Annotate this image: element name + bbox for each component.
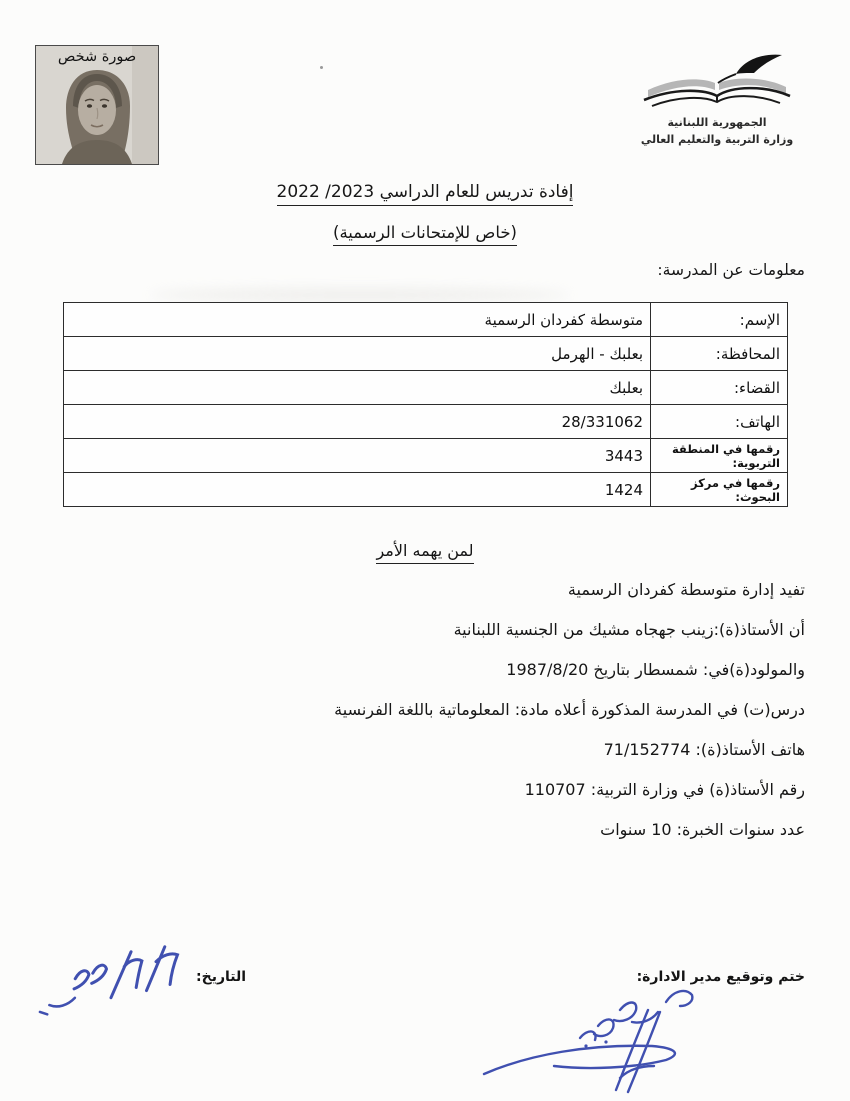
person-photo [35, 45, 159, 165]
table-row-name [64, 303, 788, 337]
ink-speck [320, 66, 323, 69]
row-value: بعلبك [64, 371, 651, 405]
letter-line: أن الأستاذ(ة):زينب جهجاه مشيك من الجنسية اللبنانية [453, 620, 805, 639]
director-signature-ink [470, 982, 710, 1101]
letter-line: هاتف الأستاذ(ة): 71/152774 [603, 740, 805, 759]
letter-body [45, 570, 805, 850]
row-label: الهاتف: [651, 405, 788, 439]
table-row-phone [64, 405, 788, 439]
table-row-district [64, 371, 788, 405]
letter-heading: لمن يهمه الأمر [0, 541, 850, 560]
date-label: التاريخ: [196, 969, 247, 985]
letter-line: درس(ت) في المدرسة المذكورة أعلاه مادة: المعلوماتية باللغة الفرنسية [334, 700, 805, 719]
row-value: 3443 [64, 439, 651, 473]
stamp-signature-label: ختم وتوقيع مدير الادارة: [636, 969, 805, 985]
table-row-research-number [64, 473, 788, 507]
republic-name: الجمهورية اللبنانية [667, 116, 767, 129]
ministry-logo-block [632, 52, 802, 148]
row-label: المحافظة: [651, 337, 788, 371]
ministry-name: وزارة التربية والتعليم العالي [640, 133, 794, 147]
letter-line: تفيد إدارة متوسطة كفردان الرسمية [567, 580, 805, 599]
row-value: 1424 [64, 473, 651, 507]
table-row-governorate [64, 337, 788, 371]
table-row-district-number [64, 439, 788, 473]
scan-smudge [150, 288, 570, 302]
certificate-title: إفادة تدريس للعام الدراسي 2023/ 2022 [0, 182, 850, 202]
row-label: رقمها في مركز البحوث: [651, 473, 788, 507]
row-label: رقمها في المنطقة التربوية: [651, 439, 788, 473]
school-info-heading: معلومات عن المدرسة: [657, 261, 805, 279]
row-label: القضاء: [651, 371, 788, 405]
row-label: الإسم: [651, 303, 788, 337]
row-value: متوسطة كفردان الرسمية [64, 303, 651, 337]
handwritten-date-ink [18, 935, 195, 1038]
row-value: بعلبك - الهرمل [64, 337, 651, 371]
letter-line: عدد سنوات الخبرة: 10 سنوات [600, 820, 805, 839]
school-info-table [63, 302, 788, 507]
certificate-subtitle: (خاص للإمتحانات الرسمية) [0, 223, 850, 242]
letter-line: والمولود(ة)في: شمسطار بتاريخ 1987/8/20 [506, 660, 805, 679]
letter-line: رقم الأستاذ(ة) في وزارة التربية: 110707 [524, 780, 805, 799]
row-value: 28/331062 [64, 405, 651, 439]
open-book-quill-icon [632, 52, 802, 110]
photo-placeholder-label: صورة شخص [57, 49, 137, 65]
